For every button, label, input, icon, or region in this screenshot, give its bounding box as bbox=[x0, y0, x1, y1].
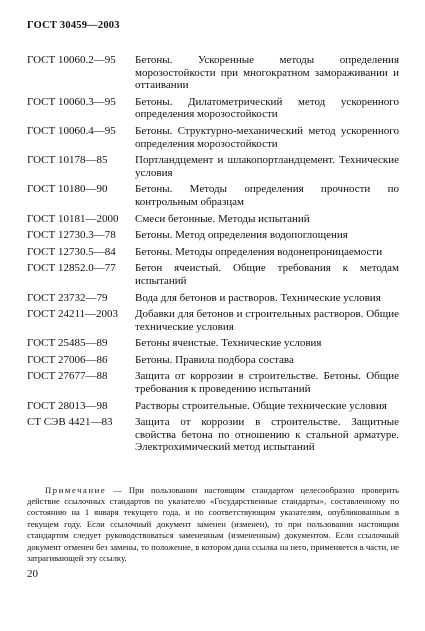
reference-title: Портландцемент и шлакопортландцемент. Технические условия bbox=[135, 154, 399, 179]
reference-code: ГОСТ 10178—85 bbox=[27, 154, 108, 167]
reference-code: ГОСТ 10180—90 bbox=[27, 183, 108, 196]
reference-item bbox=[27, 262, 399, 287]
reference-item bbox=[27, 400, 399, 413]
note-label: Примечание bbox=[45, 484, 107, 495]
reference-item bbox=[27, 416, 399, 454]
reference-code: ГОСТ 25485—89 bbox=[27, 337, 108, 350]
reference-item bbox=[27, 96, 399, 121]
note-paragraph bbox=[27, 485, 399, 565]
reference-list bbox=[27, 54, 399, 458]
reference-item bbox=[27, 354, 399, 367]
reference-title: Бетоны. Дилатометрический метод ускоренного определения морозостойкости bbox=[135, 95, 399, 121]
reference-code: ГОСТ 10060.2—95 bbox=[27, 54, 116, 66]
reference-item bbox=[27, 229, 399, 242]
reference-title: Добавки для бетонов и строительных растворов. Общие технические условия bbox=[135, 308, 399, 333]
reference-code: ГОСТ 10181—2000 bbox=[27, 212, 119, 225]
reference-code: ГОСТ 28013—98 bbox=[27, 399, 108, 412]
reference-item bbox=[27, 308, 399, 333]
page-number: 20 bbox=[27, 568, 38, 580]
reference-title: Бетоны ячеистые. Технические условия bbox=[135, 337, 322, 350]
reference-code: ГОСТ 10060.3—95 bbox=[27, 95, 116, 108]
reference-code: СТ СЭВ 4421—83 bbox=[27, 416, 113, 429]
reference-code: ГОСТ 12852.0—77 bbox=[27, 262, 116, 275]
reference-item bbox=[27, 54, 399, 92]
reference-title: Растворы строительные. Общие технические условия bbox=[135, 399, 387, 412]
reference-item bbox=[27, 183, 399, 208]
reference-item bbox=[27, 213, 399, 226]
reference-code: ГОСТ 10060.4—95 bbox=[27, 124, 116, 137]
reference-title: Бетоны. Ускоренные методы определения морозостойкости при многократном замораживании и оттаивании bbox=[135, 54, 399, 92]
reference-item bbox=[27, 292, 399, 305]
reference-code: ГОСТ 27677—88 bbox=[27, 370, 108, 383]
reference-code: ГОСТ 12730.3—78 bbox=[27, 229, 116, 242]
reference-title: Бетоны. Структурно-механический метод ускоренного определения морозостойкости bbox=[135, 124, 399, 150]
reference-title: Бетоны. Методы определения водонепроницаемости bbox=[135, 245, 383, 258]
reference-item bbox=[27, 246, 399, 259]
reference-code: ГОСТ 27006—86 bbox=[27, 353, 108, 366]
reference-title: Бетоны. Методы определения прочности по контрольным образцам bbox=[135, 183, 399, 208]
reference-title: Бетоны. Метод определения водопоглощения bbox=[135, 229, 348, 242]
reference-title: Бетоны. Правила подбора состава bbox=[135, 353, 294, 366]
reference-title: Защита от коррозии в строительстве. Бетоны. Общие требования к проведению испытаний bbox=[135, 370, 399, 396]
reference-title: Бетон ячеистый. Общие требования к методам испытаний bbox=[135, 262, 399, 287]
reference-item bbox=[27, 370, 399, 395]
note-text: — При пользовании настоящим стандартом целесообразно проверить действие ссылочных стандартов по указателю «Государственные стандарты», составленному по состоянию на 1 января текущего года, и по соответствующим указателям, опубликованным в текущем году. Если ссылочный документ заменен (изменен), то при пользовании настоящим стандартом следует руководствоваться замененным (измененным) документом. Если ссылочный документ отменен без замены, то положение, в котором дана ссылка на него, применяется в части, не затрагивающей эту ссылку. bbox=[27, 484, 399, 564]
reference-title: Смеси бетонные. Методы испытаний bbox=[135, 212, 310, 225]
reference-title: Защита от коррозии в строительстве. Защитные свойства бетона по отношению к стальной арматуре. Электрохимический метод испытаний bbox=[135, 416, 399, 454]
page-header: ГОСТ 30459—2003 bbox=[27, 20, 120, 31]
reference-code: ГОСТ 12730.5—84 bbox=[27, 245, 116, 258]
reference-title: Вода для бетонов и растворов. Технические условия bbox=[135, 291, 381, 304]
reference-item bbox=[27, 337, 399, 350]
reference-item bbox=[27, 154, 399, 179]
reference-item bbox=[27, 125, 399, 150]
reference-code: ГОСТ 24211—2003 bbox=[27, 308, 119, 321]
reference-code: ГОСТ 23732—79 bbox=[27, 291, 108, 304]
